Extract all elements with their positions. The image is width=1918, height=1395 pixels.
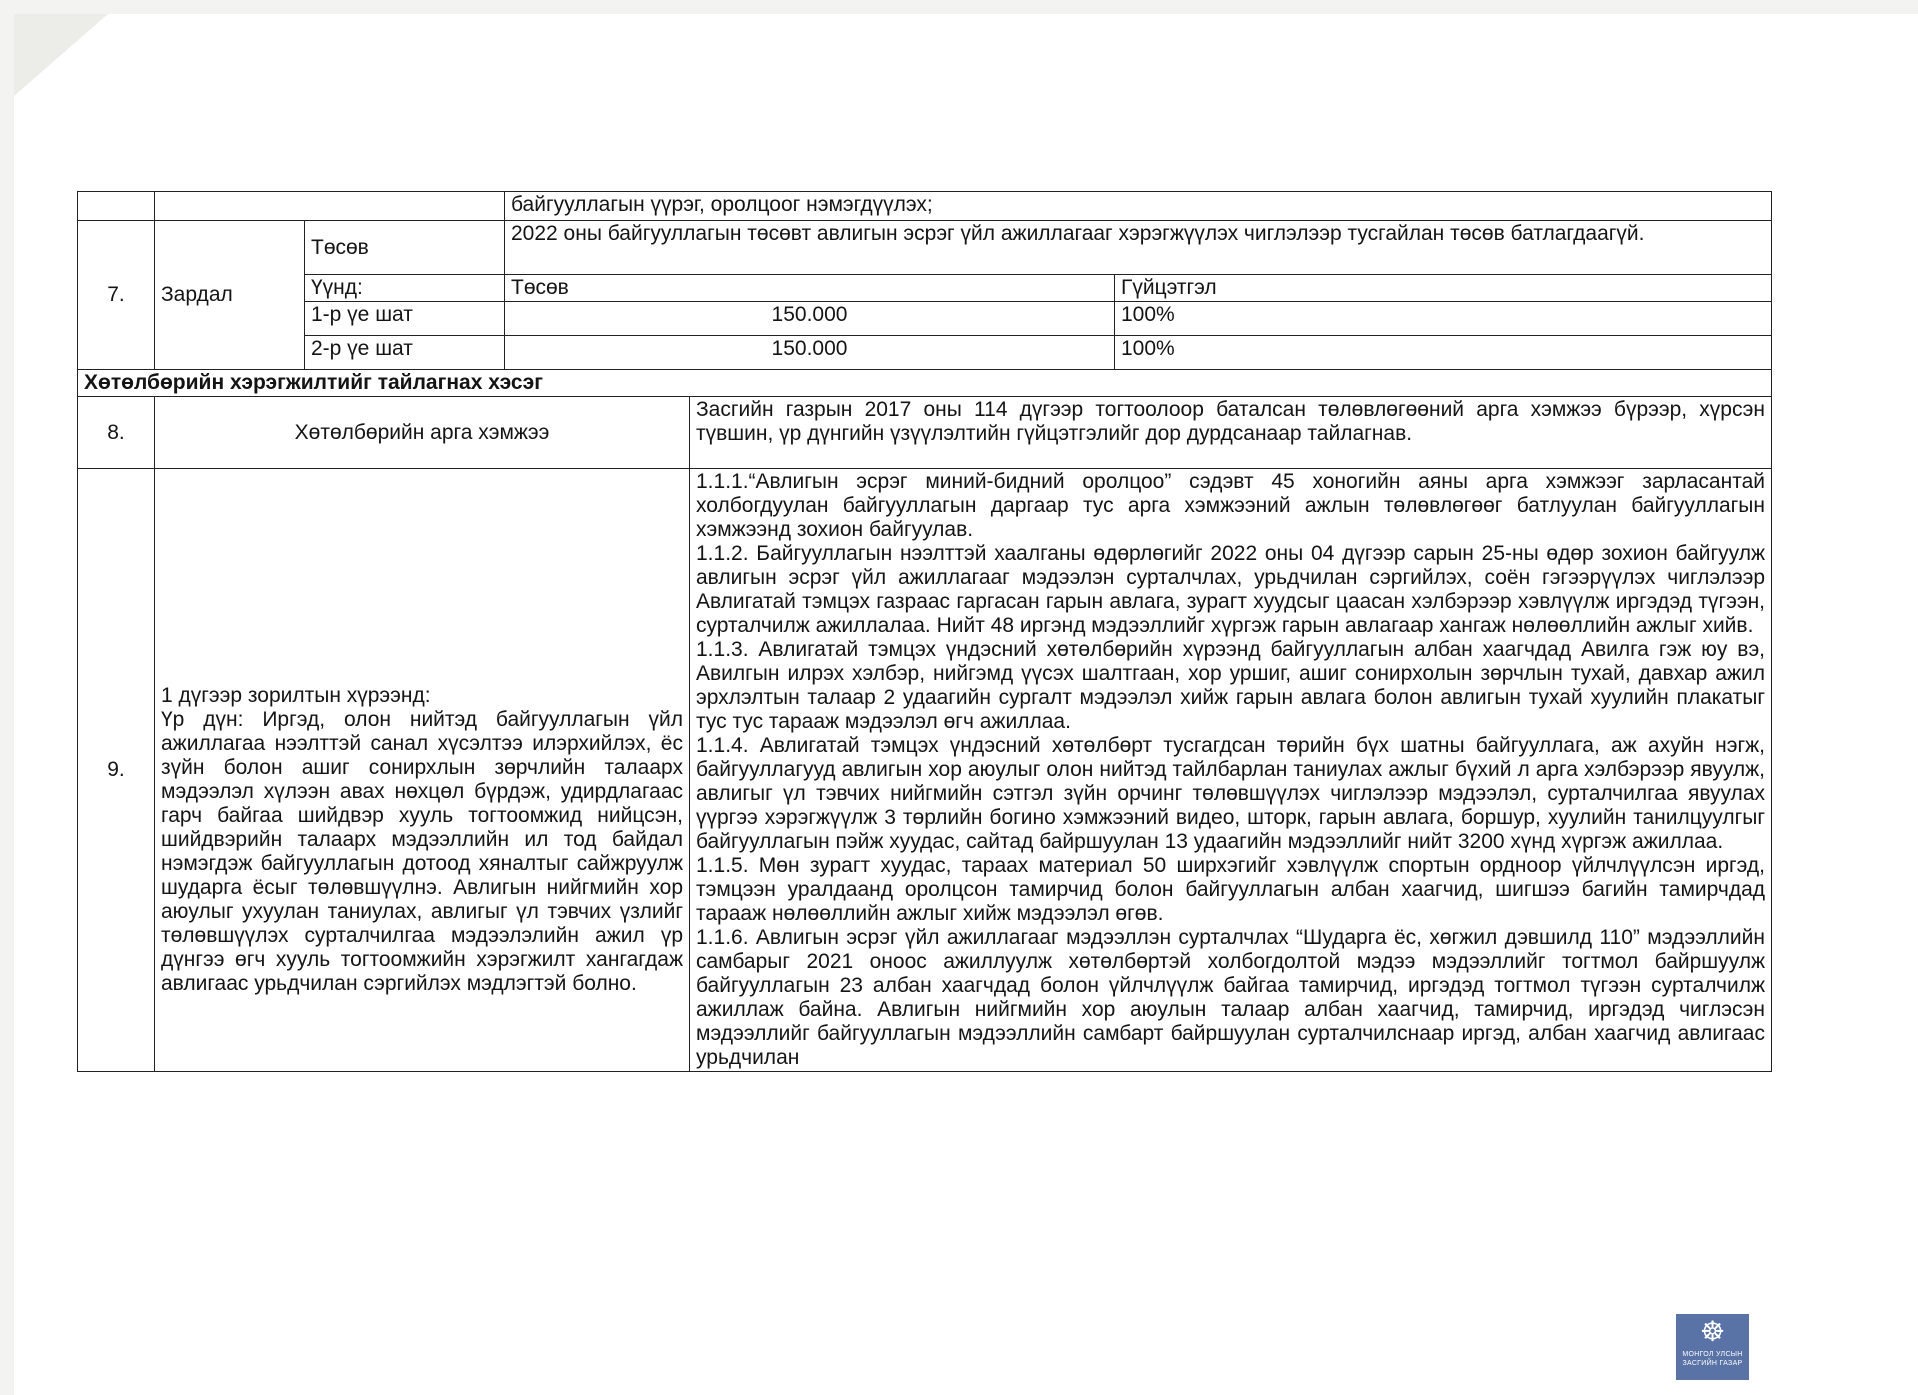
stage-name: 2-р үе шат bbox=[305, 336, 505, 370]
table-row-stage bbox=[78, 302, 1772, 336]
column-execution-header: Гүйцэтгэл bbox=[1115, 275, 1772, 302]
table-row-9 bbox=[78, 469, 1772, 1072]
activity-item: 1.1.6. Авлигын эсрэг үйл ажиллагааг мэдээллэн сурталчлах “Шударга ёс, хөгжил дэвшилд 110” мэдээллийн самбарыг 2021 оноос ажиллуулж хөтөлбөртэй холбогдолтой мэдээ мэдээллийг тогтмол байршуулж байгууллагын 23 албан хаагчдад болон үйлчлүүлж байгаа тамирчид, иргэдэд тогтмол түгээн сурталчилж ажиллаж байна. Авлигын нийгмийн хор аюулын талаар албан хаагчид, тамирчид, иргэдэд чиглэсэн мэдээллийг байгууллагын мэдээллийн самбарт байршуулан сурталчилснаар иргэд, албан хаагчид авлигаас урьдчилан bbox=[696, 926, 1765, 1069]
cell-empty bbox=[155, 192, 505, 221]
report-table bbox=[77, 191, 1772, 1072]
table-row-section bbox=[78, 370, 1772, 397]
logo-line-2: ЗАСГИЙН ГАЗАР bbox=[1682, 1360, 1743, 1367]
budget-label: Төсөв bbox=[305, 221, 505, 275]
program-measures-text: Засгийн газрын 2017 оны 114 дүгээр тогтоолоор баталсан төлөвлөгөөний арга хэмжээ бүрээр, хүрсэн түвшин, үр дүнгийн үзүүлэлтийн гүйцэтгэлийг дор дурдсанаар тайлагнав. bbox=[690, 397, 1772, 469]
stage-budget: 150.000 bbox=[505, 336, 1115, 370]
section-title: Хөтөлбөрийн хэрэгжилтийг тайлагнах хэсэг bbox=[78, 370, 1772, 397]
activities-cell bbox=[690, 469, 1772, 1072]
table-row-budget bbox=[78, 221, 1772, 275]
row-number-9: 9. bbox=[78, 469, 155, 1072]
soyombo-icon: ☸ bbox=[1699, 1316, 1726, 1347]
stage-budget: 150.000 bbox=[505, 302, 1115, 336]
basis-label: Үүнд: bbox=[305, 275, 505, 302]
continuation-text: байгууллагын үүрэг, оролцоог нэмэгдүүлэх; bbox=[505, 192, 1772, 221]
activity-item: 1.1.4. Авлигатай тэмцэх үндэсний хөтөлбөрт тусгагдсан төрийн бүх шатны байгууллага, аж ахуйн нэгж, байгууллагууд авлигын хор аюулыг олон нийтэд тайлбарлан таниулах ажлыг бүхий л арга хэлбэрээр явуулж, авлигыг үл тэвчих нийгмийн сэтгэл зүйн орчинг төлөвшүүлэх чиглэлээр мэдээлэл, сурталчилгаа явуулах үүргээ хэрэгжүүлж 3 төрлийн богино хэмжээний видео, шторк, гарын авлага, боршур, хуулийн танилцуулгыг байгууллагын пэйж хуудас, сайтад байршуулан 13 удаагийн мэдээллийг нийт 3200 хүнд хүргэж ажиллаа. bbox=[696, 734, 1765, 853]
activity-item: 1.1.3. Авлигатай тэмцэх үндэсний хөтөлбөрийн хүрээнд байгууллагын албан хаагчдад Авилга гэж юу вэ, Авилгын илрэх хэлбэр, нийгэмд үүсэх шалтгаан, хор уршиг, ашиг сонирхолын зөрчлын тухай, давхар ажил эрхлэлтын талаар 2 удаагийн сургалт мэдээлэл хийж гарын авлага болон авлигын тухай хуулийн плакатыг тус тус тарааж мэдээлэл өгч ажиллаа. bbox=[696, 638, 1765, 733]
cell-empty bbox=[78, 192, 155, 221]
expense-label: Зардал bbox=[155, 221, 305, 370]
activity-item: 1.1.1.“Авлигын эсрэг миний-бидний оролцоо” сэдэвт 45 хоногийн аяны арга хэмжээг зарласантай холбогдуулан байгууллагын даргаар тус арга хэмжээний ажлын төлөвлөгөөг батлуулан байгууллагын хэмжээнд зохион байгуулав. bbox=[696, 470, 1765, 541]
stage-execution: 100% bbox=[1115, 336, 1772, 370]
stage-name: 1-р үе шат bbox=[305, 302, 505, 336]
objective-title: 1 дүгээр зорилтын хүрээнд: bbox=[161, 683, 431, 707]
objective-result-text: Үр дүн: Иргэд, олон нийтэд байгууллагын үйл ажиллагаа нээлттэй санал хүсэлтээ илэрхийлэх, ёс зүйн болон ашиг сонирхлын зөрчлийн талаарх мэдээлэл хүлээн авах нөхцөл бүрдэж, удирдлагаас гарч байгаа шийдвэр хууль тогтоомжид нийцсэн, шийдвэрийн талаарх мэдээллийн ил тод байдал нэмэгдэж байгууллагын дотоод хяналтыг сайжруулж шударга ёсыг төлөвшүүлнэ. Авлигын нийгмийн хор аюулыг ухуулан таниулах, авлигыг үл тэвчих үзлийг төлөвшүүлэх сурталчилгаа мэдээлэлийн ажил үр дүнгээ өгч хууль тогтоомжийн хэрэгжилт хангагдаж авлигаас урьдчилан сэргийлэх мэдлэгтэй болно. bbox=[161, 707, 683, 995]
stage-execution: 100% bbox=[1115, 302, 1772, 336]
column-budget-header: Төсөв bbox=[505, 275, 1115, 302]
row-number-7: 7. bbox=[78, 221, 155, 370]
table-row-continuation bbox=[78, 192, 1772, 221]
activity-item: 1.1.5. Мөн зурагт хуудас, тараах материал 50 ширхэгийг хэвлүүлж спортын ордноор үйлчлүүлсэн иргэд, тэмцээн уралдаанд оролцсон тамирчид болон байгууллагын албан хаагчид, шигшээ багийн тамирчдад тарааж нөлөөллийн ажлыг хийж мэдээлэл өгөв. bbox=[696, 854, 1765, 925]
folded-corner bbox=[14, 14, 108, 96]
table-row-stage bbox=[78, 336, 1772, 370]
government-logo bbox=[1676, 1314, 1749, 1380]
table-row-header bbox=[78, 275, 1772, 302]
row-number-8: 8. bbox=[78, 397, 155, 469]
logo-line-1: МОНГОЛ УЛСЫН bbox=[1682, 1351, 1743, 1358]
program-measures-label: Хөтөлбөрийн арга хэмжээ bbox=[155, 397, 690, 469]
objective-cell bbox=[155, 469, 690, 1072]
budget-text: 2022 оны байгууллагын төсөвт авлигын эсрэг үйл ажиллагааг хэрэгжүүлэх чиглэлээр тусгайлан төсөв батлагдаагүй. bbox=[505, 221, 1772, 275]
activity-item: 1.1.2. Байгууллагын нээлттэй хаалганы өдөрлөгийг 2022 оны 04 дүгээр сарын 25-ны өдөр зохион байгуулж авлигын эсрэг үйл ажиллагааг мэдээлэн сурталчлах, урьдчилан сэргийлэх, соён гэгээрүүлэх чиглэлээр Авлигатай тэмцэх газраас гаргасан гарын авлага, зурагт хуудсыг цаасан хэлбэрээр хэвлүүлж иргэдэд түгээн, сурталчилж ажиллалаа. Нийт 48 иргэнд мэдээллийг хүргэж гарын авлагаар хангаж нөлөөллийн ажлыг хийв. bbox=[696, 542, 1765, 637]
table-row-8 bbox=[78, 397, 1772, 469]
